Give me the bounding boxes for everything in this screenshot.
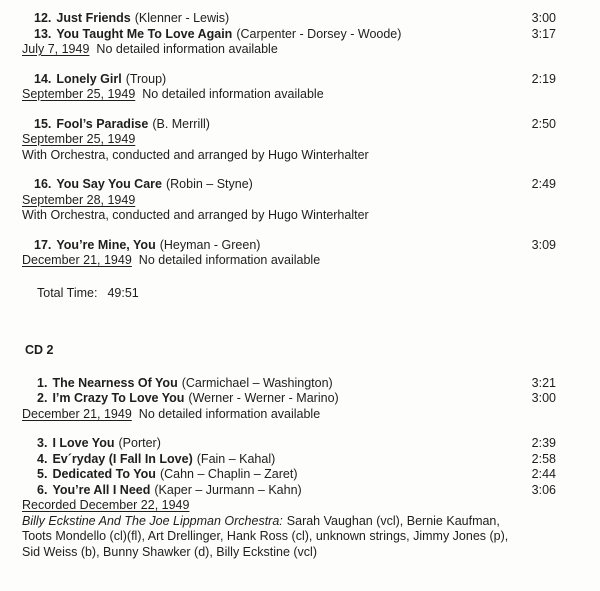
track-row: [0, 177, 600, 193]
orchestra-note: With Orchestra, conducted and arranged by Hugo Winterhalter: [22, 147, 369, 162]
track-time: 3:09: [531, 237, 556, 252]
track-time: 3:00: [531, 391, 556, 405]
track-title: Ev´ryday (I Fall In Love): [52, 451, 193, 466]
track-title: Lonely Girl: [56, 71, 122, 86]
track-number: 3.: [37, 436, 48, 450]
track-title: You Say You Care: [56, 177, 162, 191]
track-title: The Nearness Of You: [52, 375, 178, 390]
track-credits: (Carmichael – Washington): [181, 375, 333, 390]
session-note: No detailed information available: [96, 42, 278, 56]
track-time: 2:49: [531, 177, 556, 191]
track-credits: (Troup): [125, 71, 167, 86]
track-number: 13.: [34, 26, 52, 41]
cd1-section: [0, 11, 600, 301]
session-info: [0, 407, 600, 423]
track-title: I Love You: [52, 436, 115, 450]
session-note: No detailed information available: [138, 406, 321, 421]
track-title: You’re All I Need: [52, 482, 151, 497]
track-time: 2:58: [531, 451, 556, 466]
track-credits: (Cahn – Chaplin – Zaret): [159, 467, 298, 481]
session-note: No detailed information available: [138, 253, 321, 267]
track-credits: (Kaper – Jurmann – Kahn): [154, 482, 302, 497]
track-time: 3:21: [531, 375, 556, 390]
session-note: No detailed information available: [142, 87, 324, 101]
total-time-value: 49:51: [107, 285, 139, 300]
track-number: 2.: [37, 391, 48, 405]
track-credits: (Klenner - Lewis): [134, 11, 230, 25]
track-row: [0, 238, 600, 254]
session-info: [0, 132, 600, 148]
track-time: 2:19: [531, 71, 556, 86]
track-time: 3:06: [531, 482, 556, 497]
track-credits: (Porter): [118, 436, 161, 450]
session-date: July 7, 1949: [22, 42, 90, 56]
track-number: 12.: [34, 11, 52, 25]
personnel-line: [0, 514, 600, 530]
track-credits: (Werner - Werner - Marino): [188, 391, 339, 405]
total-time-label: Total Time:: [37, 285, 98, 300]
track-row: [0, 436, 600, 452]
track-row: [0, 27, 600, 43]
track-title: Just Friends: [56, 11, 131, 25]
track-number: 4.: [37, 451, 48, 466]
track-number: 15.: [34, 116, 52, 131]
track-time: 3:17: [531, 26, 556, 41]
session-date: December 21, 1949: [22, 253, 132, 267]
track-row: [0, 391, 600, 407]
track-title: Fool’s Paradise: [56, 116, 149, 131]
session-date: December 21, 1949: [22, 406, 132, 421]
cd2-section: [0, 376, 600, 561]
track-title: Dedicated To You: [52, 467, 156, 481]
track-row: [0, 11, 600, 27]
recorded-date-text: Recorded December 22, 1949: [22, 498, 190, 512]
track-number: 16.: [34, 177, 52, 191]
track-number: 17.: [34, 237, 52, 252]
session-info: [0, 253, 600, 269]
track-number: 6.: [37, 482, 48, 497]
track-credits: (Heyman - Green): [159, 237, 261, 252]
track-row: [0, 117, 600, 133]
track-title: You’re Mine, You: [56, 237, 156, 252]
track-row: [0, 72, 600, 88]
track-row: [0, 452, 600, 468]
track-credits: (Robin – Styne): [165, 177, 253, 191]
track-row: [0, 376, 600, 392]
recorded-date: [0, 498, 600, 514]
track-credits: (Carpenter - Dorsey - Woode): [236, 26, 402, 41]
total-time: [0, 286, 600, 302]
track-title: I’m Crazy To Love You: [52, 391, 185, 405]
personnel-text: Sarah Vaughan (vcl), Bernie Kaufman,: [286, 513, 500, 528]
orchestra-name: Billy Eckstine And The Joe Lippman Orchestra:: [22, 513, 283, 528]
track-credits: (Fain – Kahal): [196, 451, 276, 466]
track-title: You Taught Me To Love Again: [56, 26, 233, 41]
cd2-heading: CD 2: [25, 343, 54, 357]
session-info: [0, 42, 600, 58]
personnel-line: Toots Mondello (cl)(fl), Art Drellinger, Hank Ross (cl), unknown strings, Jimmy Jones (p),: [22, 529, 509, 543]
session-info: [0, 87, 600, 103]
session-date: September 25, 1949: [22, 132, 136, 146]
track-number: 1.: [37, 375, 48, 390]
session-date: September 25, 1949: [22, 87, 136, 101]
track-credits: (B. Merrill): [152, 116, 210, 131]
track-row: [0, 483, 600, 499]
session-date: September 28, 1949: [22, 192, 136, 207]
track-time: 2:50: [531, 116, 556, 131]
track-time: 2:44: [531, 467, 556, 481]
session-info: [0, 193, 600, 209]
track-time: 3:00: [531, 11, 556, 25]
track-number: 5.: [37, 467, 48, 481]
orchestra-note: With Orchestra, conducted and arranged by Hugo Winterhalter: [22, 208, 369, 222]
track-row: [0, 467, 600, 483]
personnel-line: Sid Weiss (b), Bunny Shawker (d), Billy Eckstine (vcl): [22, 544, 317, 559]
track-time: 2:39: [531, 436, 556, 450]
track-number: 14.: [34, 71, 52, 86]
